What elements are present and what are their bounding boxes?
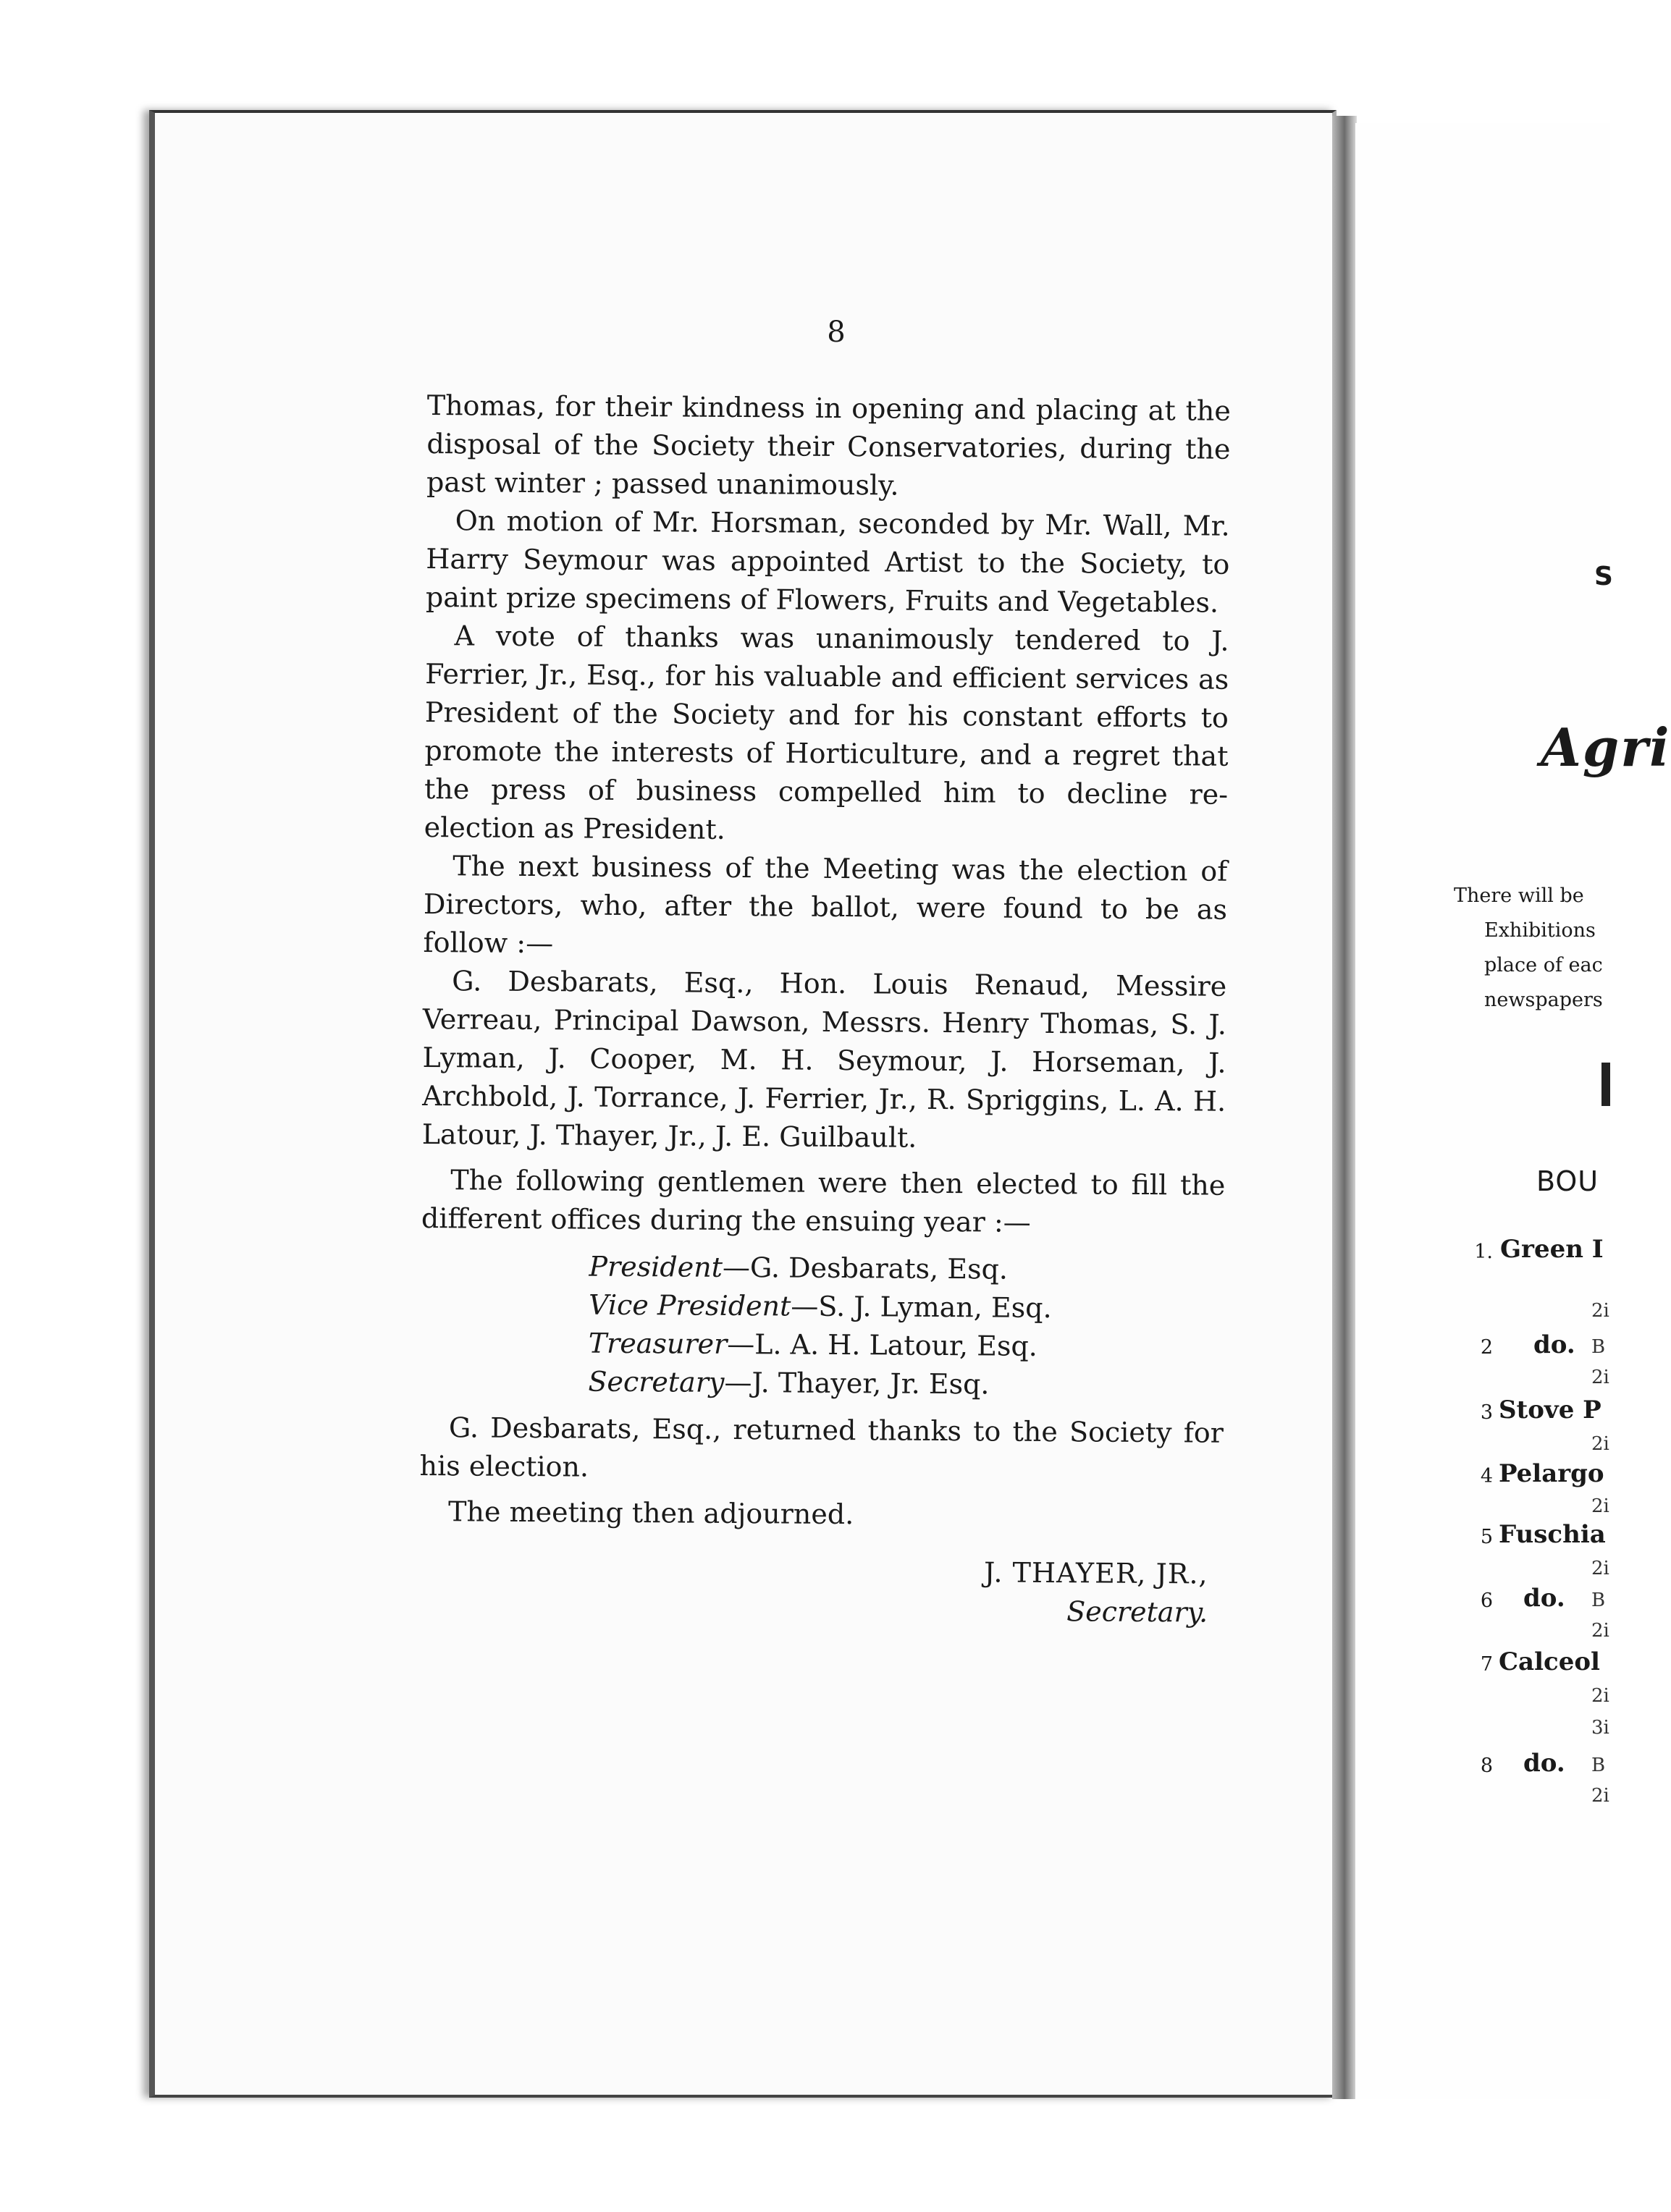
- signature-block: [418, 1550, 1223, 1632]
- officer-row: [589, 1286, 1224, 1329]
- right-page: [1355, 123, 1610, 2099]
- right-page-intro-line: place of eac: [1484, 954, 1603, 976]
- officer-row: [589, 1325, 1224, 1367]
- book-gutter: [1332, 116, 1357, 2099]
- entry-line: 2i: [1591, 1300, 1609, 1322]
- paragraph: The next business of the Meeting was the election of Directors, who, after the ballot, were found to be as follow :—: [423, 850, 1228, 960]
- entry-number: 3: [1480, 1401, 1493, 1424]
- entry-name: do.: [1523, 1584, 1565, 1613]
- signature-name: J. THAYER, JR.,: [983, 1556, 1208, 1590]
- entry-name: Stove P: [1499, 1396, 1601, 1424]
- officer-role: Secretary: [588, 1365, 725, 1398]
- officer-role: President: [589, 1250, 723, 1283]
- right-page-heading-fragment: [1601, 1063, 1610, 1106]
- right-page-section-heading: BOU: [1536, 1165, 1599, 1197]
- entry-line: 2i: [1591, 1367, 1609, 1388]
- entry-line: 2i: [1591, 1433, 1609, 1455]
- entry-number: 8: [1480, 1755, 1493, 1777]
- entry-name: do.: [1523, 1749, 1565, 1778]
- officer-role: Vice President: [588, 1288, 791, 1322]
- body-text: [418, 387, 1231, 1632]
- entry-line: 2i: [1591, 1620, 1609, 1642]
- officer-name: —S. J. Lyman, Esq.: [791, 1290, 1052, 1325]
- entry-name: Calceol: [1499, 1647, 1600, 1676]
- entry-name: Fuschia: [1499, 1520, 1606, 1549]
- paragraph: On motion of Mr. Horsman, seconded by Mr. Wall, Mr. Harry Seymour was appointed Artist to the Society, to paint prize specimens of Flowers, Fruits and Vegetables.: [425, 505, 1230, 619]
- entry-line: 2i: [1591, 1558, 1609, 1579]
- entry-number: 2: [1480, 1336, 1493, 1359]
- officer-name: —J. Thayer, Jr. Esq.: [724, 1366, 990, 1401]
- entry-line: 2i: [1591, 1495, 1609, 1517]
- officer-row: [589, 1248, 1224, 1291]
- entry-number: 6: [1480, 1590, 1493, 1612]
- entry-number: 1.: [1474, 1241, 1493, 1263]
- right-page-intro-line: Exhibitions: [1484, 919, 1596, 942]
- officer-name: —L. A. H. Latour, Esq.: [727, 1327, 1037, 1362]
- paragraph: A vote of thanks was unanimously tendered to J. Ferrier, Jr., Esq., for his valuable and efficient services as President of the Society and for his constant efforts to promote the interests of Horticulture, and a regret that the press of business compelled him to decline re-election as President.: [424, 620, 1229, 845]
- entry-name: Pelargo: [1499, 1459, 1604, 1488]
- entry-fragment: B: [1591, 1336, 1606, 1358]
- paragraph: G. Desbarats, Esq., returned thanks to the Society for his election.: [419, 1411, 1224, 1483]
- signature-title: Secretary.: [1066, 1595, 1208, 1629]
- officers-list: [588, 1248, 1224, 1406]
- officer-row: [588, 1363, 1224, 1406]
- page-number: 8: [827, 316, 846, 349]
- entry-number: 7: [1480, 1653, 1493, 1676]
- paragraph: The following gentlemen were then elected to fill the different offices during the ensuing year :—: [421, 1164, 1226, 1238]
- entry-name: do.: [1533, 1330, 1575, 1359]
- paragraph: Thomas, for their kindness in opening and placing at the disposal of the Society their Conservatories, during the past winter ; passed unanimously.: [426, 389, 1231, 502]
- entry-number: 4: [1480, 1465, 1493, 1487]
- entry-line: 2i: [1591, 1785, 1609, 1807]
- entry-fragment: B: [1591, 1755, 1606, 1776]
- entry-line: 2i: [1591, 1685, 1609, 1707]
- paragraph: The meeting then adjourned.: [447, 1495, 854, 1531]
- officer-role: Treasurer: [588, 1327, 728, 1360]
- right-page-intro-line: newspapers: [1484, 989, 1603, 1011]
- entry-number: 5: [1480, 1526, 1493, 1548]
- entry-fragment: B: [1591, 1590, 1606, 1611]
- entry-line: 3i: [1591, 1717, 1609, 1739]
- officer-name: —G. Desbarats, Esq.: [722, 1251, 1009, 1286]
- right-page-gothic-heading: Agri: [1541, 717, 1671, 778]
- entry-name: Green I: [1500, 1235, 1604, 1264]
- right-page-letter: S: [1594, 562, 1613, 591]
- directors-list: G. Desbarats, Esq., Hon. Louis Renaud, Messire Verreau, Principal Dawson, Messrs. Henry Thomas, S. J. Lyman, J. Cooper, M. H. Seymour, J. Horseman, J. Archbold, J. Torrance, J. Ferrier, Jr., R. Spriggins, L. A. H. Latour, J. Thayer, Jr., J. E. Guilbault.: [421, 965, 1227, 1154]
- right-page-intro-line: There will be: [1454, 885, 1584, 907]
